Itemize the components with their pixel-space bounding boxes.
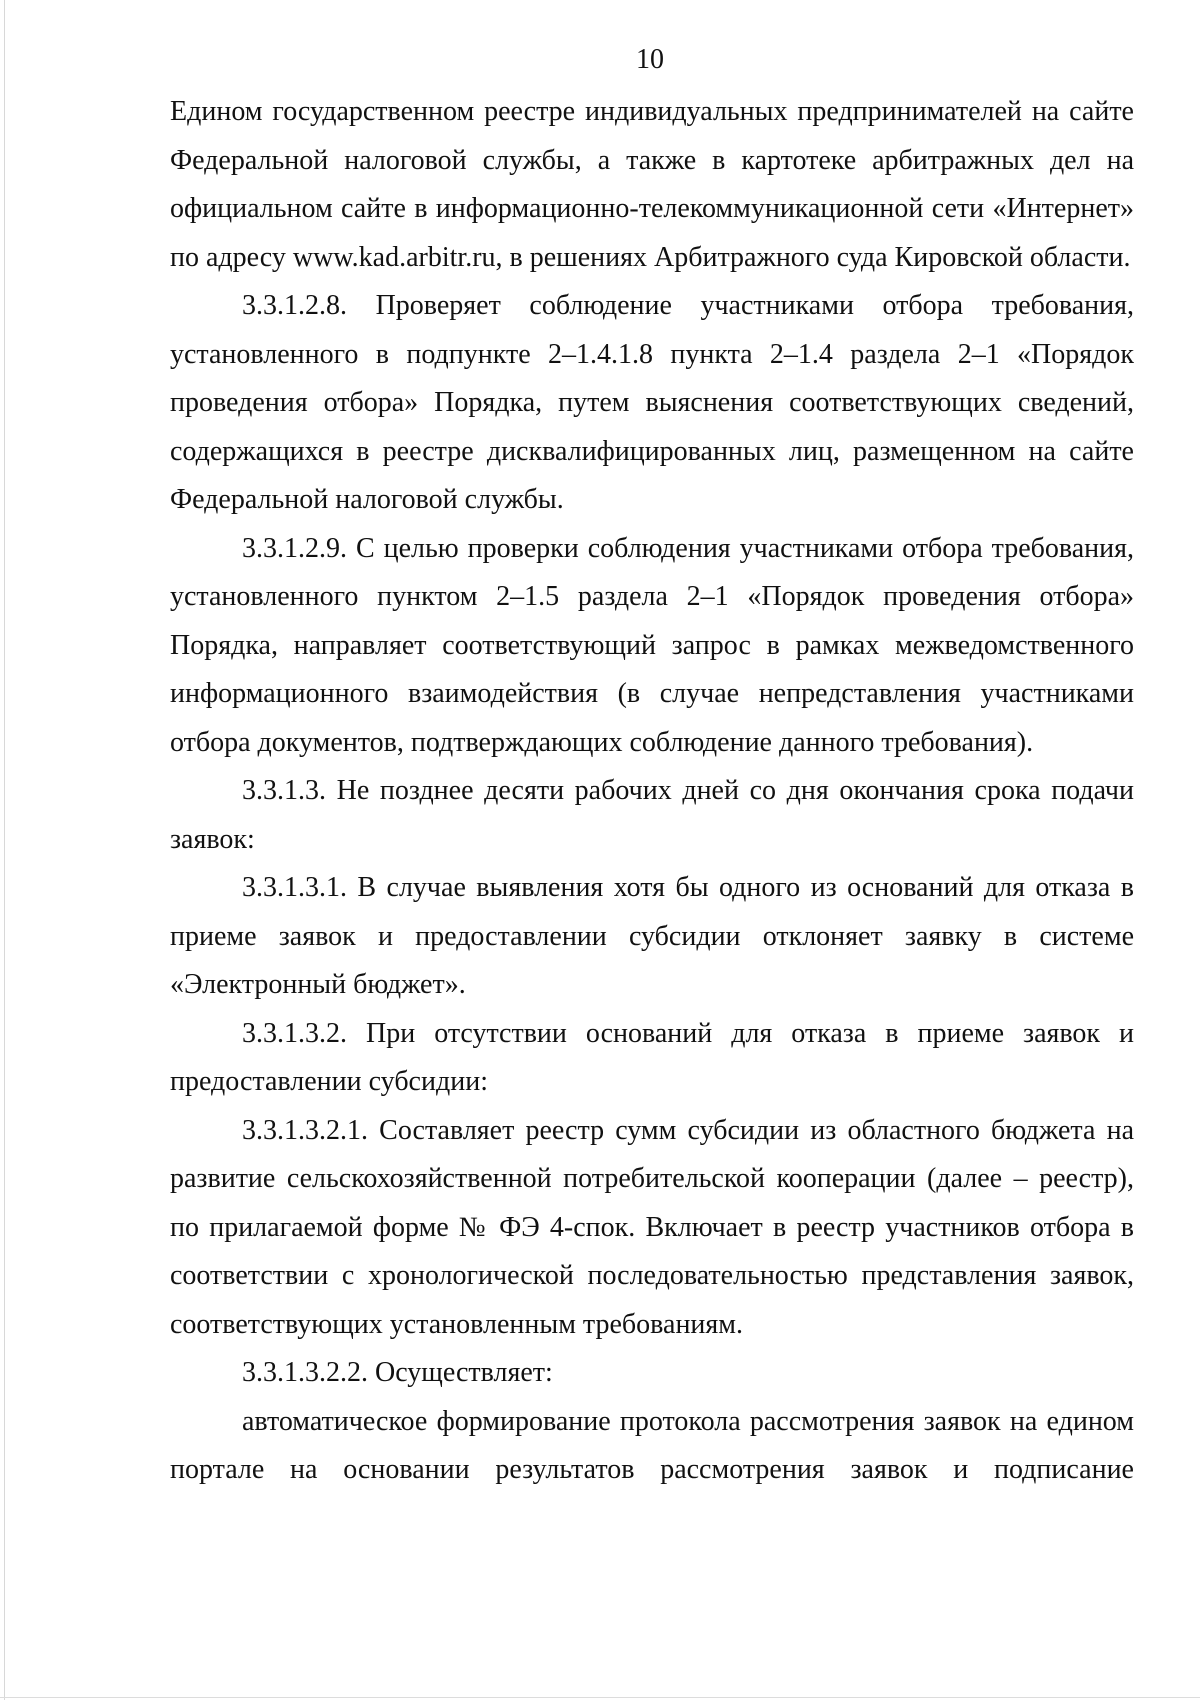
paragraph-continuation: Едином государственном реестре индивидуальных предпринимателей на сайте Федеральной налоговой службы, а также в картотеке арбитражных дел на официальном сайте в информационно-телекоммуникационной сети «Интернет» по адресу www.kad.arbitr.ru, в решениях Арбитражного суда Кировской области. xyxy=(170,96,1134,273)
document-body xyxy=(170,88,1134,1495)
scan-edge-bottom xyxy=(0,1697,1200,1698)
paragraph-3-3-1-3-1: 3.3.1.3.1. В случае выявления хотя бы одного из оснований для отказа в приеме заявок и предоставлении субсидии отклоняет заявку в системе «Электронный бюджет». xyxy=(170,872,1134,1000)
paragraph-3-3-1-3-2-1: 3.3.1.3.2.1. Составляет реестр сумм субсидии из областного бюджета на развитие сельскохозяйственной потребительской кооперации (далее – реестр), по прилагаемой форме № ФЭ 4-спок. Включает в реестр участников отбора в соответствии с хронологической последовательностью представления заявок, соответствующих установленным требованиям. xyxy=(170,1114,1134,1340)
paragraph-3-3-1-3-2: 3.3.1.3.2. При отсутствии оснований для отказа в приеме заявок и предоставлении субсидии: xyxy=(170,1017,1134,1097)
paragraph-3-3-1-2-9: 3.3.1.2.9. С целью проверки соблюдения участниками отбора требования, установленного пунктом 2–1.5 раздела 2–1 «Порядок проведения отбора» Порядка, направляет соответствующий запрос в рамках межведомственного информационного взаимодействия (в случае непредставления участниками отбора документов, подтверждающих соблюдение данного требования). xyxy=(170,532,1134,758)
paragraph-3-3-1-3-2-2: 3.3.1.3.2.2. Осуществляет: xyxy=(242,1357,553,1388)
scan-edge-left xyxy=(4,0,5,1700)
page-number: 10 xyxy=(636,44,664,75)
paragraph-3-3-1-3: 3.3.1.3. Не позднее десяти рабочих дней со дня окончания срока подачи заявок: xyxy=(170,775,1134,855)
paragraph-3-3-1-2-8: 3.3.1.2.8. Проверяет соблюдение участниками отбора требования, установленного в подпункте 2–1.4.1.8 пункта 2–1.4 раздела 2–1 «Порядок проведения отбора» Порядка, путем выяснения соответствующих сведений, содержащихся в реестре дисквалифицированных лиц, размещенном на сайте Федеральной налоговой службы. xyxy=(170,290,1134,515)
paragraph-automatic-formation: автоматическое формирование протокола рассмотрения заявок на едином портале на основании результатов рассмотрения заявок и подписание xyxy=(170,1405,1134,1485)
